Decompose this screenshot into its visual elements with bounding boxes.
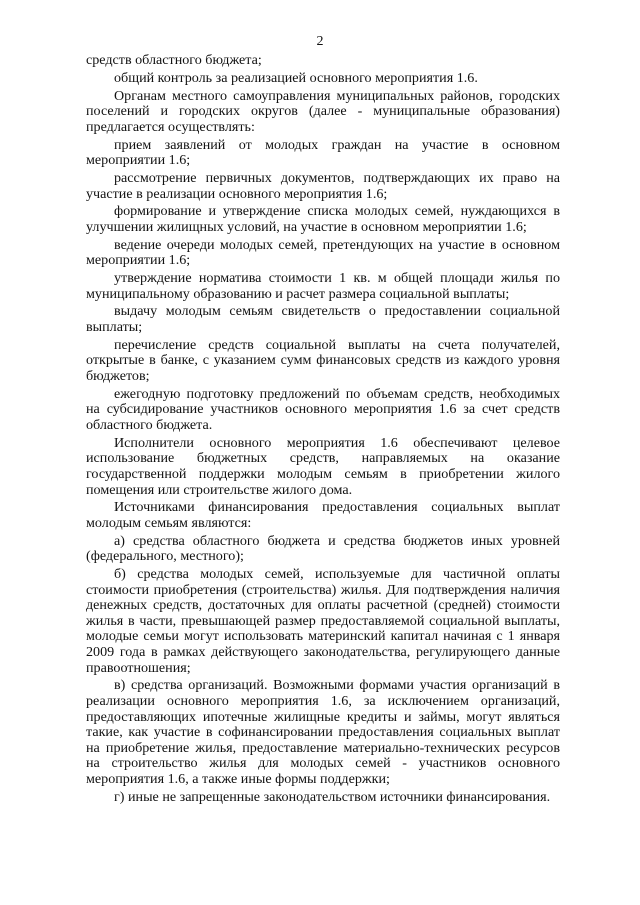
paragraph: прием заявлений от молодых граждан на участие в основном мероприятии 1.6; xyxy=(86,136,560,169)
paragraph: Исполнители основного мероприятия 1.6 обеспечивают целевое использование бюджетных средств, направляемых на оказание государственной поддержки молодым семьям в приобретении жилого помещения или строительстве жилого дома. xyxy=(86,434,560,498)
paragraph: ежегодную подготовку предложений по объемам средств, необходимых на субсидирование участников основного мероприятия 1.6 за счет средств областного бюджета. xyxy=(86,385,560,433)
paragraph: выдачу молодым семьям свидетельств о предоставлении социальной выплаты; xyxy=(86,303,560,335)
paragraph: б) средства молодых семей, используемые для частичной оплаты стоимости приобретения (строительства) жилья. Для подтверждения наличия денежных средств, достаточных для оплаты расчетной (средней) стоимости жилья в части, превышающей размер предоставляемой социальной выплаты, молодые семьи могут использовать материнский капитал начиная с 1 января 2009 года в рамках действующего законодательства, регулирующего данные правоотношения; xyxy=(86,566,560,676)
paragraph: утверждение норматива стоимости 1 кв. м общей площади жилья по муниципальному образованию и расчет размера социальной выплаты; xyxy=(86,270,560,302)
document-body xyxy=(86,53,560,808)
paragraph: средств областного бюджета; xyxy=(86,52,262,68)
paragraph: в) средства организаций. Возможными формами участия организаций в реализации основного мероприятия 1.6, за исключением организаций, предоставляющих ипотечные жилищные кредиты и займы, могут являться такие, как участие в софинансировании предоставления социальных выплат на приобретение жилья, предоставление материально-технических ресурсов на строительство жилья для молодых семей - участников основного мероприятия 1.6, а также иные формы поддержки; xyxy=(86,677,560,787)
page-number: 2 xyxy=(316,34,324,49)
paragraph: общий контроль за реализацией основного мероприятия 1.6. xyxy=(114,69,478,86)
paragraph: г) иные не запрещенные законодательством источники финансирования. xyxy=(114,788,551,805)
paragraph: ведение очереди молодых семей, претендующих на участие в основном мероприятии 1.6; xyxy=(86,236,560,269)
paragraph: перечисление средств социальной выплаты на счета получателей, открытые в банке, с указанием сумм финансовых средств из каждого уровня бюджетов; xyxy=(86,336,560,384)
paragraph: Органам местного самоуправления муниципальных районов, городских поселений и городских округов (далее - муниципальные образования) предлагается осуществлять: xyxy=(86,87,560,135)
paragraph: Источниками финансирования предоставления социальных выплат молодым семьям являются: xyxy=(86,499,560,531)
paragraph: а) средства областного бюджета и средства бюджетов иных уровней (федерального, местного); xyxy=(86,532,560,565)
paragraph: формирование и утверждение списка молодых семей, нуждающихся в улучшении жилищных условий, на участие в основном мероприятии 1.6; xyxy=(86,203,560,235)
paragraph: рассмотрение первичных документов, подтверждающих их право на участие в реализации основного мероприятия 1.6; xyxy=(86,169,560,202)
